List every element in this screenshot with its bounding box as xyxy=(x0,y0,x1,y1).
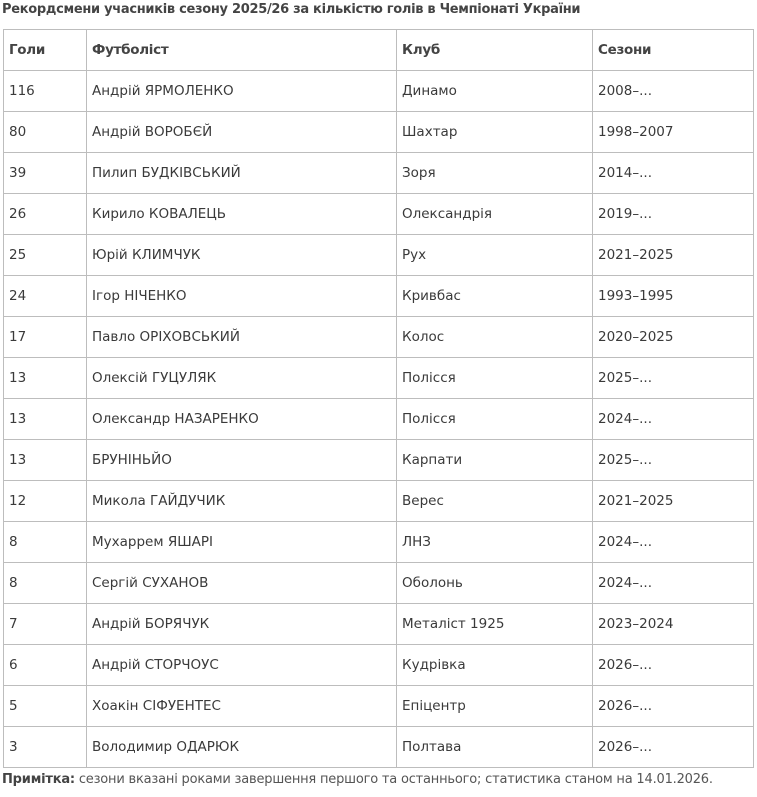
cell-goals: 6 xyxy=(4,645,87,686)
cell-goals: 5 xyxy=(4,686,87,727)
cell-goals: 17 xyxy=(4,317,87,358)
cell-player: Андрій СТОРЧОУС xyxy=(87,645,397,686)
cell-goals: 39 xyxy=(4,153,87,194)
cell-club: Карпати xyxy=(397,440,593,481)
cell-seasons: 2020–2025 xyxy=(593,317,754,358)
table-row xyxy=(4,399,754,440)
cell-seasons: 1993–1995 xyxy=(593,276,754,317)
cell-seasons: 2021–2025 xyxy=(593,481,754,522)
table-row xyxy=(4,153,754,194)
cell-goals: 13 xyxy=(4,358,87,399)
cell-player: БРУНІНЬЙО xyxy=(87,440,397,481)
cell-seasons: 2008–... xyxy=(593,71,754,112)
cell-player: Андрій ЯРМОЛЕНКО xyxy=(87,71,397,112)
cell-player: Андрій ВОРОБЄЙ xyxy=(87,112,397,153)
cell-club: ЛНЗ xyxy=(397,522,593,563)
cell-club: Кудрівка xyxy=(397,645,593,686)
table-row xyxy=(4,645,754,686)
cell-club: Верес xyxy=(397,481,593,522)
cell-player: Кирило КОВАЛЕЦЬ xyxy=(87,194,397,235)
table-body xyxy=(4,71,754,768)
header-seasons: Сезони xyxy=(593,30,754,71)
table-row xyxy=(4,194,754,235)
header-player: Футболіст xyxy=(87,30,397,71)
cell-club: Металіст 1925 xyxy=(397,604,593,645)
cell-player: Ігор НІЧЕНКО xyxy=(87,276,397,317)
cell-goals: 26 xyxy=(4,194,87,235)
cell-goals: 116 xyxy=(4,71,87,112)
table-row xyxy=(4,522,754,563)
cell-seasons: 2025–... xyxy=(593,358,754,399)
cell-player: Мухаррем ЯШАРІ xyxy=(87,522,397,563)
cell-seasons: 2026–... xyxy=(593,645,754,686)
cell-player: Олексій ГУЦУЛЯК xyxy=(87,358,397,399)
cell-club: Полісся xyxy=(397,399,593,440)
cell-seasons: 2024–... xyxy=(593,522,754,563)
table-title: Рекордсмени учасників сезону 2025/26 за кількістю голів в Чемпіонаті України xyxy=(2,2,581,17)
cell-goals: 8 xyxy=(4,563,87,604)
cell-goals: 13 xyxy=(4,399,87,440)
table-row xyxy=(4,112,754,153)
cell-seasons: 2026–... xyxy=(593,727,754,768)
table-row xyxy=(4,358,754,399)
cell-club: Полісся xyxy=(397,358,593,399)
cell-player: Володимир ОДАРЮК xyxy=(87,727,397,768)
table-row xyxy=(4,686,754,727)
table-row xyxy=(4,727,754,768)
cell-club: Кривбас xyxy=(397,276,593,317)
cell-goals: 80 xyxy=(4,112,87,153)
footnote xyxy=(2,772,713,787)
cell-club: Епіцентр xyxy=(397,686,593,727)
table-row xyxy=(4,440,754,481)
table-row xyxy=(4,71,754,112)
table-row xyxy=(4,481,754,522)
cell-seasons: 2014–... xyxy=(593,153,754,194)
cell-seasons: 2024–... xyxy=(593,563,754,604)
cell-club: Динамо xyxy=(397,71,593,112)
table-row xyxy=(4,317,754,358)
cell-club: Зоря xyxy=(397,153,593,194)
cell-player: Олександр НАЗАРЕНКО xyxy=(87,399,397,440)
cell-player: Хоакін СІФУЕНТЕС xyxy=(87,686,397,727)
cell-player: Юрій КЛИМЧУК xyxy=(87,235,397,276)
table-row xyxy=(4,563,754,604)
cell-player: Андрій БОРЯЧУК xyxy=(87,604,397,645)
cell-seasons: 2024–... xyxy=(593,399,754,440)
cell-player: Сергій СУХАНОВ xyxy=(87,563,397,604)
table-header-row xyxy=(4,30,754,71)
records-table xyxy=(3,29,754,768)
cell-club: Олександрія xyxy=(397,194,593,235)
cell-club: Полтава xyxy=(397,727,593,768)
footnote-text: сезони вказані роками завершення першого та останнього; статистика станом на 14.01.2026. xyxy=(74,772,713,787)
cell-seasons: 2019–... xyxy=(593,194,754,235)
table-row xyxy=(4,235,754,276)
cell-goals: 12 xyxy=(4,481,87,522)
header-club: Клуб xyxy=(397,30,593,71)
cell-goals: 25 xyxy=(4,235,87,276)
footnote-label: Примітка: xyxy=(2,772,75,787)
cell-seasons: 2023–2024 xyxy=(593,604,754,645)
cell-player: Пилип БУДКІВСЬКИЙ xyxy=(87,153,397,194)
cell-club: Колос xyxy=(397,317,593,358)
cell-club: Рух xyxy=(397,235,593,276)
cell-goals: 13 xyxy=(4,440,87,481)
cell-goals: 24 xyxy=(4,276,87,317)
cell-club: Шахтар xyxy=(397,112,593,153)
cell-seasons: 2026–... xyxy=(593,686,754,727)
cell-goals: 3 xyxy=(4,727,87,768)
cell-goals: 7 xyxy=(4,604,87,645)
cell-player: Павло ОРІХОВСЬКИЙ xyxy=(87,317,397,358)
cell-seasons: 1998–2007 xyxy=(593,112,754,153)
table-row xyxy=(4,604,754,645)
cell-club: Оболонь xyxy=(397,563,593,604)
cell-player: Микола ГАЙДУЧИК xyxy=(87,481,397,522)
cell-seasons: 2025–... xyxy=(593,440,754,481)
header-goals: Голи xyxy=(4,30,87,71)
table-row xyxy=(4,276,754,317)
cell-goals: 8 xyxy=(4,522,87,563)
cell-seasons: 2021–2025 xyxy=(593,235,754,276)
